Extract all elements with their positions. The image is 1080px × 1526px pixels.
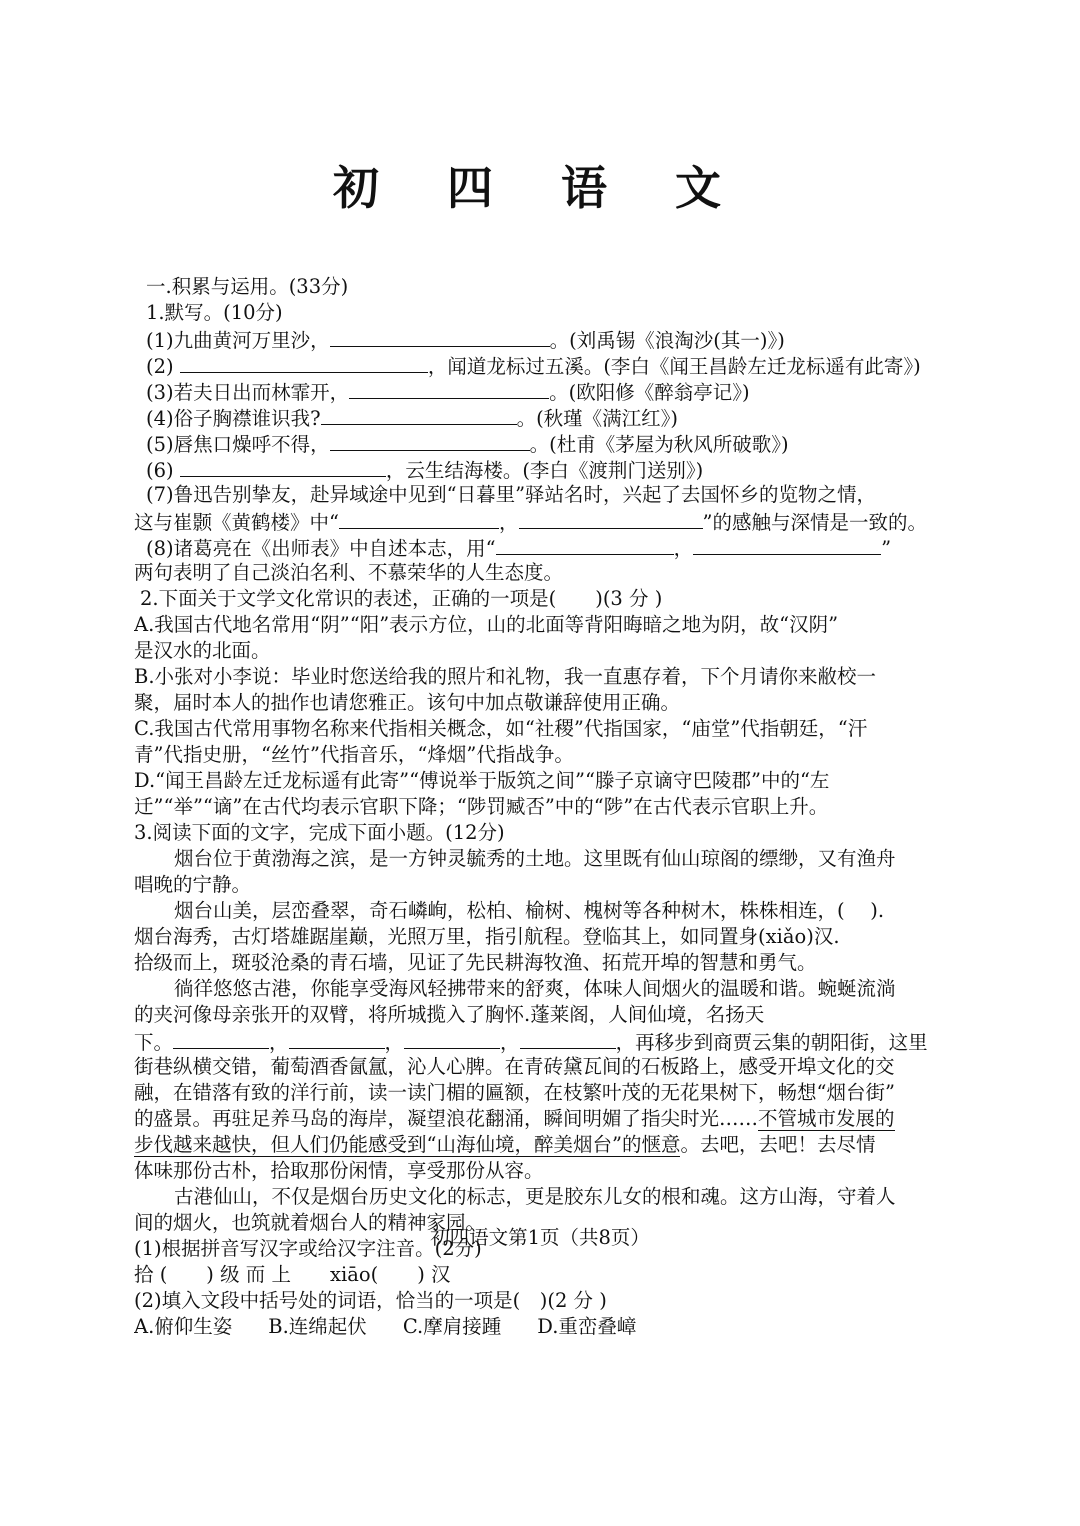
question-1-item-2: (2) ，闻道龙标过五溪。(李白《闻王昌龄左迁龙标遥有此寄》) [134, 352, 984, 378]
option-c: C.我国古代常用事物名称来代指相关概念，如“社稷”代指国家，“庙堂”代指朝廷，“汗 [134, 717, 868, 740]
answer-blank[interactable] [180, 352, 428, 373]
underlined-sentence: 不管城市发展的 [758, 1107, 895, 1130]
choice-b[interactable]: B.连绵起伏 [268, 1315, 367, 1338]
question-3-heading: 3.阅读下面的文字，完成下面小题。(12分) [134, 821, 505, 844]
passage-paragraph-1: 烟台位于黄渤海之滨，是一方钟灵毓秀的土地。这里既有仙山琼阁的缥缈，又有渔舟 [174, 847, 896, 870]
choice-a[interactable]: A.俯仰生姿 [134, 1315, 233, 1338]
subquestion-1-heading: (1)根据拼音写汉字或给汉字注音。(2分) [134, 1237, 482, 1260]
question-1-item-1: (1)九曲黄河万里沙， 。(刘禹锡《浪淘沙(其一)》) [134, 326, 984, 352]
answer-blank[interactable] [404, 1028, 500, 1049]
question-2-heading: 2.下面关于文学文化常识的表述，正确的一项是( )(3 分 ) [140, 587, 663, 610]
option-a-cont: 是汉水的北面。 [134, 639, 271, 662]
question-1-item-7-cont: 这与崔颢《黄鹤楼》中“ ， ”的感触与深情是一致的。 [134, 508, 984, 534]
passage-paragraph-4: 古港仙山，不仅是烟台历史文化的标志，更是胶东儿女的根和魂。这方山海，守着人 [174, 1185, 896, 1208]
answer-blank[interactable] [349, 378, 549, 399]
passage-line: 的夹河像母亲张开的双臂，将所城揽入了胸怀.蓬莱阁，人间仙境，名扬天 [134, 1003, 765, 1026]
page-title: 初 四 语 文 [332, 161, 748, 215]
question-1-item-7: (7)鲁迅告别挚友，赴异域途中见到“日暮里”驿站名时，兴起了去国怀乡的览物之情， [146, 483, 877, 506]
subquestion-2-options [134, 1314, 984, 1340]
section-heading: 一.积累与运用。(33分) [146, 275, 349, 298]
question-1-heading: 1.默写。(10分) [146, 301, 283, 324]
passage-paragraph-3: 徜徉悠悠古港，你能享受海风轻拂带来的舒爽，体味人间烟火的温暖和谐。蜿蜒流淌 [174, 977, 896, 1000]
choice-c[interactable]: C.摩肩接踵 [402, 1315, 502, 1338]
passage-line: 拾级而上，斑驳沧桑的青石墙，见证了先民耕海牧渔、拓荒开埠的智慧和勇气。 [134, 951, 817, 974]
question-1-item-5: (5)唇焦口燥呼不得， 。(杜甫《茅屋为秋风所破歌》) [134, 430, 984, 456]
answer-blank[interactable] [339, 508, 499, 529]
passage-line: 间的烟火，也筑就着烟台人的精神家园。 [134, 1211, 486, 1234]
answer-blank[interactable] [693, 534, 881, 555]
question-1-item-3: (3)若夫日出而林霏开， 。(欧阳修《醉翁亭记》) [134, 378, 984, 404]
passage-line: 街巷纵横交错，葡萄酒香氤氲，沁人心脾。在青砖黛瓦间的石板路上，感受开埠文化的交 [134, 1055, 895, 1078]
underlined-sentence: 步伐越来越快，但人们仍能感受到“山海仙境，醉美烟台”的惬意 [134, 1133, 681, 1156]
passage-paragraph-2: 烟台山美，层峦叠翠，奇石嶙峋，松柏、榆树、槐树等各种树木，株株相连，( ). [174, 899, 885, 922]
answer-blank[interactable] [330, 326, 550, 347]
answer-blank[interactable] [496, 534, 674, 555]
choice-d[interactable]: D.重峦叠嶂 [537, 1315, 637, 1338]
option-c-cont: 青”代指史册，“丝竹”代指音乐，“烽烟”代指战争。 [134, 743, 574, 766]
passage-line: 烟台海秀，古灯塔雄踞崖巅，光照万里，指引航程。登临其上，如同置身(xiǎo)汉. [134, 925, 840, 948]
subquestion-2-heading: (2)填入文段中括号处的词语，恰当的一项是( )(2 分 ) [134, 1289, 607, 1312]
answer-blank[interactable] [330, 430, 530, 451]
question-1-item-6: (6) ，云生结海楼。(李白《渡荆门送别》) [134, 456, 984, 482]
question-1-item-8: (8)诸葛亮在《出师表》中自述本志，用“ ， ” [134, 534, 984, 560]
question-1-item-4: (4)俗子胸襟谁识我? 。(秋瑾《满江红》) [134, 404, 984, 430]
answer-blank[interactable] [180, 456, 386, 477]
passage-line: 融，在错落有致的洋行前，读一读门楣的匾额，在枝繁叶茂的无花果树下，畅想“烟台街” [134, 1081, 895, 1104]
option-d: D.“闻王昌龄左迁龙标遥有此寄”“傅说举于版筑之间”“滕子京谪守巴陵郡”中的“左 [134, 769, 830, 792]
option-a: A.我国古代地名常用“阴”“阳”表示方位，山的北面等背阳晦暗之地为阴，故“汉阴” [134, 613, 839, 636]
subquestion-1-line: 拾 ( ) 级 而 上 xiāo( ) 汉 [134, 1263, 451, 1286]
passage-line: 步伐越来越快，但人们仍能感受到“山海仙境，醉美烟台”的惬意。去吧，去吧！去尽情 [134, 1133, 876, 1156]
answer-blank[interactable] [321, 404, 517, 425]
page-footer: 初四语文第1页（共8页） [430, 1226, 650, 1249]
option-b-cont: 聚，届时本人的拙作也请您雅正。该句中加点敬谦辞使用正确。 [134, 691, 681, 714]
answer-blank[interactable] [173, 1028, 269, 1049]
passage-line-blanks: 下。 ， ， ， ，再移步到商贾云集的朝阳街，这里 [134, 1028, 984, 1054]
passage-line: 体味那份古朴，拾取那份闲情，享受那份从容。 [134, 1159, 544, 1182]
answer-blank[interactable] [519, 508, 703, 529]
answer-blank[interactable] [520, 1028, 616, 1049]
option-b: B.小张对小李说：毕业时您送给我的照片和礼物，我一直惠存着，下个月请你来敝校一 [134, 665, 877, 688]
exam-content [134, 274, 984, 1340]
answer-blank[interactable] [289, 1028, 385, 1049]
question-1-item-8-cont: 两句表明了自己淡泊名利、不慕荣华的人生态度。 [134, 561, 564, 584]
passage-line: 的盛景。再驻足养马岛的海岸，凝望浪花翻涌，瞬间明媚了指尖时光……不管城市发展的 [134, 1107, 895, 1130]
option-d-cont: 迁”“举”“谪”在古代均表示官职下降；“陟罚臧否”中的“陟”在古代表示官职上升。 [134, 795, 829, 818]
passage-line: 唱晚的宁静。 [134, 873, 252, 896]
